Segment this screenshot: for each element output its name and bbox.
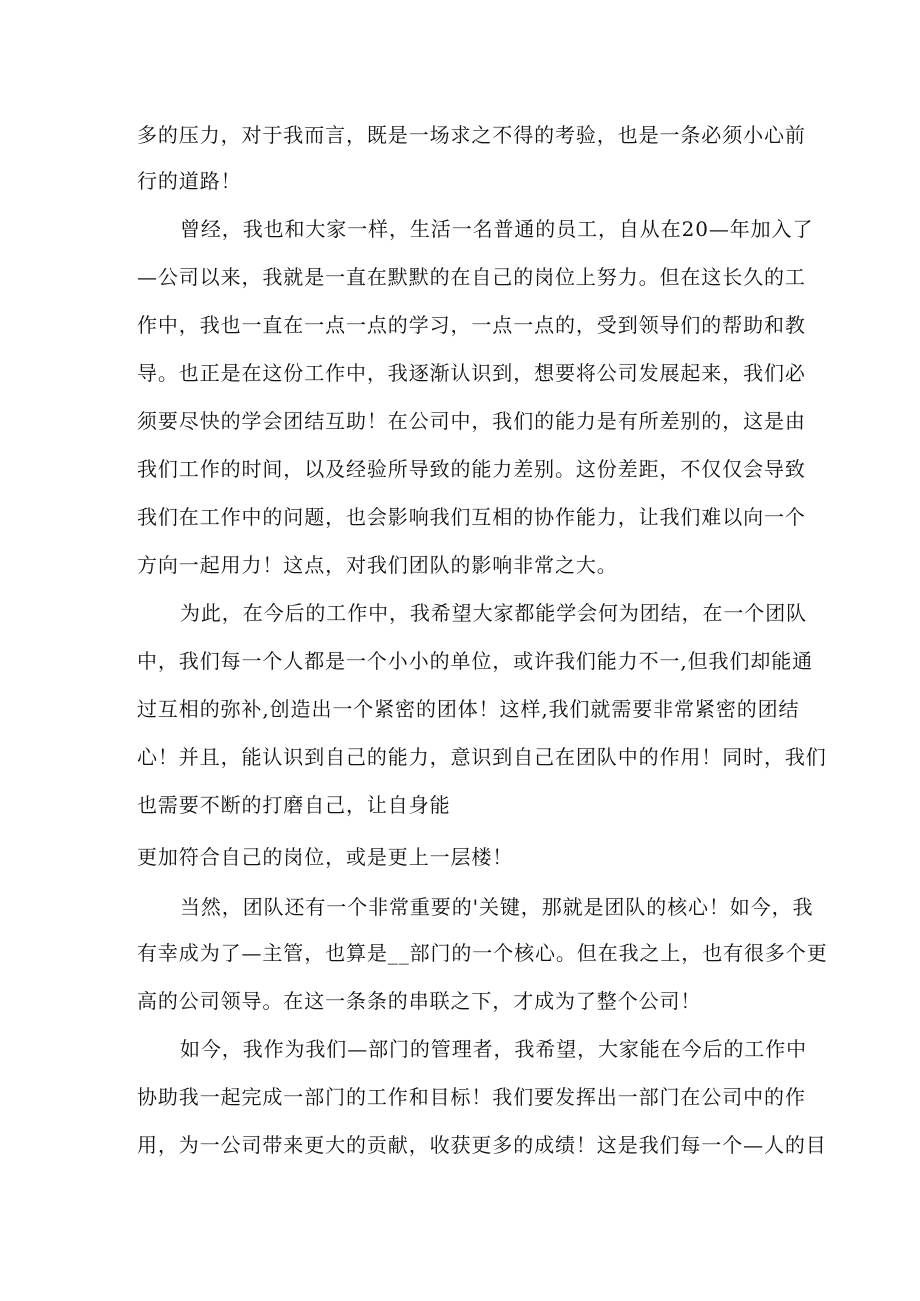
text-line: 导。也正是在这份工作中，我逐渐认识到，想要将公司发展起来，我们必: [137, 361, 806, 385]
text-line: 多的压力，对于我而言，既是一场求之不得的考验，也是一条必须小心前: [137, 123, 806, 147]
text-line: 作中，我也一直在一点一点的学习，一点一点的，受到领导们的帮助和教: [137, 313, 806, 337]
text-line: 方向一起用力！这点，对我们团队的影响非常之大。: [137, 553, 618, 577]
text-line: 用，为一公司带来更大的贡献，收获更多的成绩！这是我们每一个—人的目: [137, 1133, 827, 1157]
text-line: —公司以来，我就是一直在默默的在自己的岗位上努力。但在这长久的工: [137, 265, 806, 289]
text-line: 更加符合自己的岗位，或是更上一层楼！: [137, 845, 514, 869]
text-line: 有幸成为了—主管，也算是__部门的一个核心。但在我之上，也有很多个更: [137, 941, 828, 965]
text-line: 我们工作的时间，以及经验所导致的能力差别。这份差距，不仅仅会导致: [137, 457, 806, 481]
paragraph-first-line: 为此，在今后的工作中，我希望大家都能学会何为团结，在一个团队: [180, 601, 807, 625]
text-line: 协助我一起完成一部门的工作和目标！我们要发挥出一部门在公司中的作: [137, 1085, 806, 1109]
paragraph-first-line: 如今，我作为我们—部门的管理者，我希望，大家能在今后的工作中: [180, 1037, 807, 1061]
text-line: 中，我们每一个人都是一个小小的单位，或许我们能力不一,但我们却能通: [137, 649, 814, 673]
text-line: 心！并且，能认识到自己的能力，意识到自己在团队中的作用！同时，我们: [137, 745, 827, 769]
paragraph-first-line: 当然，团队还有一个非常重要的'关键，那就是团队的核心！如今，我: [180, 895, 814, 919]
text-line: 须要尽快的学会团结互助！在公司中，我们的能力是有所差别的，这是由: [137, 409, 806, 433]
text-line: 也需要不断的打磨自己，让自身能: [137, 793, 451, 817]
text-line: 高的公司领导。在这一条条的串联之下，才成为了整个公司！: [137, 989, 702, 1013]
text-line: 过互相的弥补,创造出一个紧密的团体！这样,我们就需要非常紧密的团结: [137, 697, 800, 721]
text-line: 行的道路！: [137, 169, 242, 193]
paragraph-first-line: 曾经，我也和大家一样，生活一名普通的员工，自从在20—年加入了: [180, 217, 814, 241]
text-line: 我们在工作中的问题，也会影响我们互相的协作能力，让我们难以向一个: [137, 505, 806, 529]
